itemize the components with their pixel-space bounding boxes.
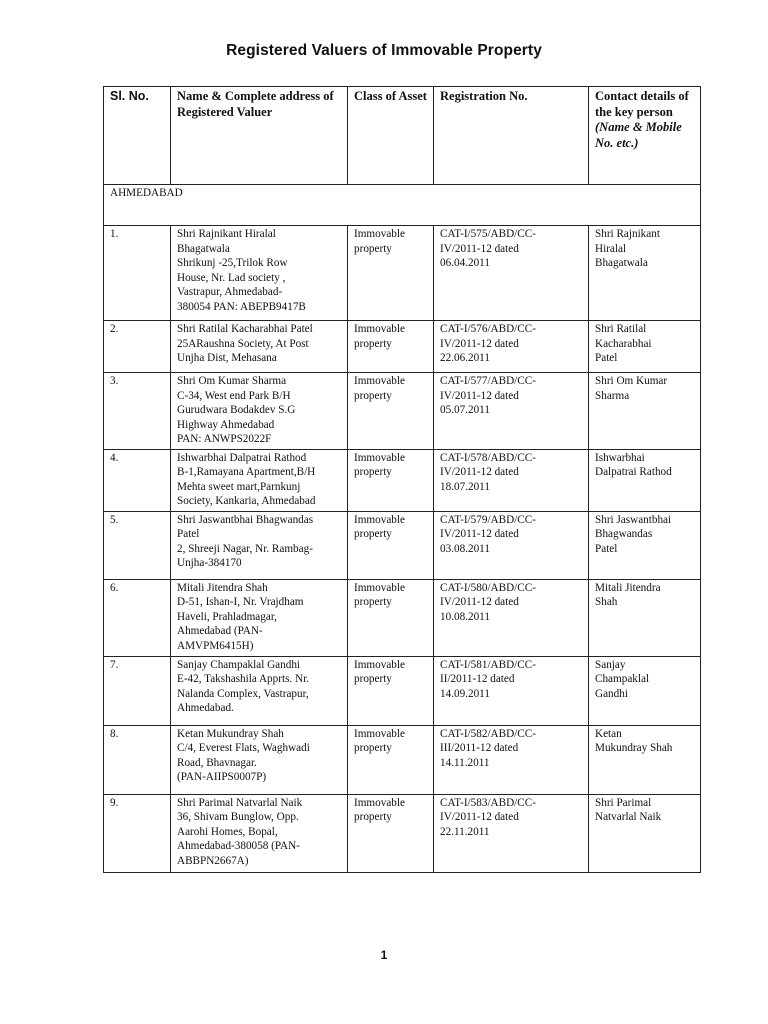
cell-registration-no	[434, 511, 589, 579]
cell-contact-person-line: Dalpatrai Rathod	[595, 466, 672, 478]
cell-registration-no-line: CAT-I/577/ABD/CC-	[440, 375, 536, 387]
cell-registration-no-line: 14.11.2011	[440, 756, 490, 769]
cell-registration-no	[434, 226, 589, 321]
table-row	[104, 449, 701, 511]
cell-class-of-asset-line: property	[354, 337, 392, 350]
cell-registration-no-line: 18.07.2011	[440, 480, 490, 493]
cell-contact-person	[589, 321, 701, 373]
cell-class-of-asset-line: property	[354, 466, 392, 478]
cell-name-address-line: ABBPN2667A)	[177, 854, 249, 867]
cell-registration-no-line: IV/2011-12 dated	[440, 528, 519, 540]
region-heading: AHMEDABAD	[104, 185, 701, 226]
cell-class-of-asset	[348, 373, 434, 450]
cell-registration-no	[434, 656, 589, 725]
header-sl-no: Sl. No.	[104, 87, 171, 185]
cell-name-address-line: Sanjay Champaklal Gandhi	[177, 658, 301, 671]
cell-sl-no: 7.	[104, 656, 171, 725]
cell-registration-no	[434, 579, 589, 656]
table-row	[104, 511, 701, 579]
cell-name-address-line: Ishwarbhai Dalpatrai Rathod	[177, 451, 307, 464]
cell-name-address-line: Mehta sweet mart,Parnkunj	[177, 480, 301, 493]
cell-sl-no: 3.	[104, 373, 171, 450]
cell-name-address-line: Haveli, Prahladmagar,	[177, 610, 277, 623]
cell-sl-no: 5.	[104, 511, 171, 579]
cell-class-of-asset-line: Immovable	[354, 228, 405, 240]
cell-name-address-line: Shri Rajnikant Hiralal	[177, 228, 276, 240]
cell-contact-person-line: Shri Jaswantbhai	[595, 513, 672, 526]
cell-contact-person-line: Shri Om Kumar	[595, 375, 668, 387]
cell-name-address-line: Patel	[177, 528, 200, 540]
cell-contact-person	[589, 449, 701, 511]
cell-class-of-asset	[348, 579, 434, 656]
document-title: Registered Valuers of Immovable Property	[226, 42, 542, 59]
cell-sl-no: 6.	[104, 579, 171, 656]
cell-class-of-asset	[348, 725, 434, 794]
cell-name-address	[171, 656, 348, 725]
cell-name-address-line: Mitali Jitendra Shah	[177, 581, 268, 594]
cell-registration-no-line: IV/2011-12 dated	[440, 242, 519, 255]
cell-name-address-line: Gurudwara Bodakdev S.G	[177, 404, 296, 416]
cell-name-address-line: 25ARaushna Society, At Post	[177, 337, 309, 350]
cell-contact-person	[589, 656, 701, 725]
cell-name-address-line: (PAN-AIIPS0007P)	[177, 771, 267, 783]
cell-name-address-line: 380054 PAN: ABEPB9417B	[177, 300, 306, 313]
cell-registration-no-line: 05.07.2011	[440, 404, 490, 416]
cell-name-address-line: Ketan Mukundray Shah	[177, 727, 284, 740]
cell-class-of-asset	[348, 226, 434, 321]
cell-contact-person-line: Hiralal	[595, 242, 627, 255]
cell-sl-no: 1.	[104, 226, 171, 321]
cell-name-address	[171, 794, 348, 872]
cell-name-address	[171, 449, 348, 511]
table-row	[104, 725, 701, 794]
cell-name-address-line: AMVPM6415H)	[177, 639, 254, 652]
cell-class-of-asset-line: Immovable	[354, 513, 405, 526]
cell-registration-no-line: CAT-I/582/ABD/CC-	[440, 727, 536, 740]
cell-contact-person	[589, 725, 701, 794]
cell-registration-no-line: CAT-I/581/ABD/CC-	[440, 658, 536, 671]
cell-registration-no-line: IV/2011-12 dated	[440, 389, 519, 402]
cell-name-address	[171, 725, 348, 794]
table-row	[104, 794, 701, 872]
cell-registration-no-line: CAT-I/576/ABD/CC-	[440, 323, 536, 335]
cell-registration-no-line: 22.06.2011	[440, 352, 490, 364]
cell-class-of-asset-line: Immovable	[354, 796, 405, 809]
cell-name-address-line: C/4, Everest Flats, Waghwadi	[177, 742, 310, 754]
cell-name-address	[171, 511, 348, 579]
header-name-address: Name & Complete address of Registered Valuer	[171, 87, 348, 185]
cell-name-address-line: Ahmedabad (PAN-	[177, 625, 263, 637]
header-registration-no: Registration No.	[434, 87, 589, 185]
cell-contact-person-line: Shah	[595, 596, 618, 608]
cell-contact-person-line: Kacharabhai	[595, 337, 652, 350]
cell-name-address	[171, 321, 348, 373]
cell-registration-no-line: III/2011-12 dated	[440, 742, 519, 754]
cell-registration-no-line: 10.08.2011	[440, 610, 490, 623]
cell-class-of-asset	[348, 449, 434, 511]
page-number: 1	[380, 948, 388, 962]
cell-contact-person-line: Shri Ratilal	[595, 323, 647, 335]
cell-class-of-asset-line: property	[354, 811, 392, 823]
cell-contact-person-line: Shri Rajnikant	[595, 228, 660, 240]
cell-name-address-line: Aarohi Homes, Bopal,	[177, 825, 278, 838]
cell-name-address-line: Unjha Dist, Mehasana	[177, 352, 277, 364]
cell-name-address-line: Ahmedabad.	[177, 702, 234, 714]
cell-name-address	[171, 226, 348, 321]
cell-class-of-asset-line: Immovable	[354, 323, 405, 335]
cell-contact-person-line: Patel	[595, 352, 618, 364]
header-contact-details	[589, 87, 701, 185]
cell-contact-person	[589, 794, 701, 872]
cell-name-address-line: Shri Om Kumar Sharma	[177, 375, 287, 387]
header-contact-main: Contact details of the key person	[595, 89, 689, 119]
cell-sl-no: 9.	[104, 794, 171, 872]
cell-contact-person-line: Natvarlal Naik	[595, 811, 662, 823]
cell-class-of-asset-line: property	[354, 742, 392, 754]
cell-contact-person	[589, 226, 701, 321]
cell-contact-person-line: Shri Parimal	[595, 796, 652, 809]
cell-class-of-asset-line: property	[354, 528, 392, 540]
cell-class-of-asset-line: Immovable	[354, 451, 405, 464]
cell-name-address-line: 2, Shreeji Nagar, Nr. Rambag-	[177, 542, 313, 555]
cell-contact-person-line: Patel	[595, 542, 618, 555]
header-row	[104, 87, 701, 185]
cell-name-address	[171, 579, 348, 656]
cell-name-address	[171, 373, 348, 450]
cell-registration-no-line: CAT-I/579/ABD/CC-	[440, 513, 536, 526]
cell-sl-no: 2.	[104, 321, 171, 373]
cell-contact-person-line: Ketan	[595, 727, 622, 740]
header-contact-italic: (Name & Mobile No. etc.)	[595, 120, 682, 150]
cell-contact-person	[589, 511, 701, 579]
cell-class-of-asset-line: Immovable	[354, 658, 405, 671]
cell-class-of-asset-line: Immovable	[354, 727, 405, 740]
cell-registration-no-line: 06.04.2011	[440, 257, 490, 269]
cell-sl-no: 8.	[104, 725, 171, 794]
cell-registration-no-line: CAT-I/575/ABD/CC-	[440, 228, 536, 240]
table-row	[104, 373, 701, 450]
cell-contact-person-line: Mukundray Shah	[595, 742, 673, 754]
cell-name-address-line: Shrikunj -25,Trilok Row	[177, 257, 288, 269]
cell-registration-no-line: 14.09.2011	[440, 687, 490, 700]
cell-registration-no-line: IV/2011-12 dated	[440, 466, 519, 478]
cell-class-of-asset	[348, 321, 434, 373]
cell-contact-person-line: Sharma	[595, 389, 630, 402]
cell-registration-no-line: CAT-I/578/ABD/CC-	[440, 451, 536, 464]
cell-class-of-asset-line: property	[354, 673, 392, 685]
cell-name-address-line: B-1,Ramayana Apartment,B/H	[177, 466, 316, 478]
cell-class-of-asset	[348, 511, 434, 579]
cell-name-address-line: Unjha-384170	[177, 557, 242, 569]
cell-contact-person	[589, 373, 701, 450]
table-row	[104, 579, 701, 656]
table-row	[104, 656, 701, 725]
cell-name-address-line: Shri Ratilal Kacharabhai Patel	[177, 323, 313, 335]
cell-registration-no-line: 22.11.2011	[440, 825, 490, 838]
cell-registration-no	[434, 449, 589, 511]
cell-name-address-line: Shri Jaswantbhai Bhagwandas	[177, 513, 314, 526]
cell-contact-person-line: Ishwarbhai	[595, 451, 645, 464]
cell-name-address-line: Nalanda Complex, Vastrapur,	[177, 687, 309, 700]
cell-name-address-line: C-34, West end Park B/H	[177, 389, 291, 402]
table-row	[104, 321, 701, 373]
cell-name-address-line: Ahmedabad-380058 (PAN-	[177, 840, 300, 852]
cell-registration-no-line: II/2011-12 dated	[440, 673, 515, 685]
cell-name-address-line: E-42, Takshashila Apprts. Nr.	[177, 673, 310, 685]
header-class-of-asset: Class of Asset	[348, 87, 434, 185]
cell-contact-person-line: Champaklal	[595, 673, 650, 685]
valuers-table	[103, 86, 701, 873]
cell-class-of-asset-line: Immovable	[354, 581, 405, 594]
cell-class-of-asset	[348, 656, 434, 725]
cell-contact-person-line: Gandhi	[595, 687, 628, 700]
cell-name-address-line: Bhagatwala	[177, 242, 230, 255]
cell-class-of-asset-line: property	[354, 242, 392, 255]
table-row	[104, 226, 701, 321]
cell-contact-person-line: Mitali Jitendra	[595, 581, 661, 594]
cell-registration-no-line: CAT-I/583/ABD/CC-	[440, 796, 536, 809]
cell-registration-no	[434, 794, 589, 872]
cell-name-address-line: Highway Ahmedabad	[177, 418, 275, 431]
cell-class-of-asset	[348, 794, 434, 872]
cell-registration-no-line: 03.08.2011	[440, 542, 490, 555]
cell-registration-no-line: IV/2011-12 dated	[440, 811, 519, 823]
cell-name-address-line: House, Nr. Lad society ,	[177, 271, 286, 284]
cell-registration-no-line: CAT-I/580/ABD/CC-	[440, 581, 536, 594]
cell-registration-no-line: IV/2011-12 dated	[440, 596, 519, 608]
cell-name-address-line: 36, Shivam Bunglow, Opp.	[177, 811, 299, 823]
cell-registration-no	[434, 725, 589, 794]
cell-registration-no-line: IV/2011-12 dated	[440, 337, 519, 350]
cell-sl-no: 4.	[104, 449, 171, 511]
cell-contact-person-line: Bhagatwala	[595, 257, 648, 269]
cell-name-address-line: PAN: ANWPS2022F	[177, 433, 272, 445]
cell-class-of-asset-line: property	[354, 596, 392, 608]
cell-name-address-line: Society, Kankaria, Ahmedabad	[177, 495, 316, 507]
cell-name-address-line: Shri Parimal Natvarlal Naik	[177, 796, 303, 809]
cell-contact-person-line: Bhagwandas	[595, 528, 653, 540]
cell-contact-person-line: Sanjay	[595, 658, 626, 671]
cell-class-of-asset-line: property	[354, 389, 392, 402]
cell-name-address-line: D-51, Ishan-I, Nr. Vrajdham	[177, 596, 304, 608]
cell-registration-no	[434, 373, 589, 450]
cell-class-of-asset-line: Immovable	[354, 375, 405, 387]
cell-name-address-line: Vastrapur, Ahmedabad-	[177, 286, 283, 298]
cell-registration-no	[434, 321, 589, 373]
cell-name-address-line: Road, Bhavnagar.	[177, 756, 257, 769]
region-row	[104, 185, 701, 226]
cell-contact-person	[589, 579, 701, 656]
